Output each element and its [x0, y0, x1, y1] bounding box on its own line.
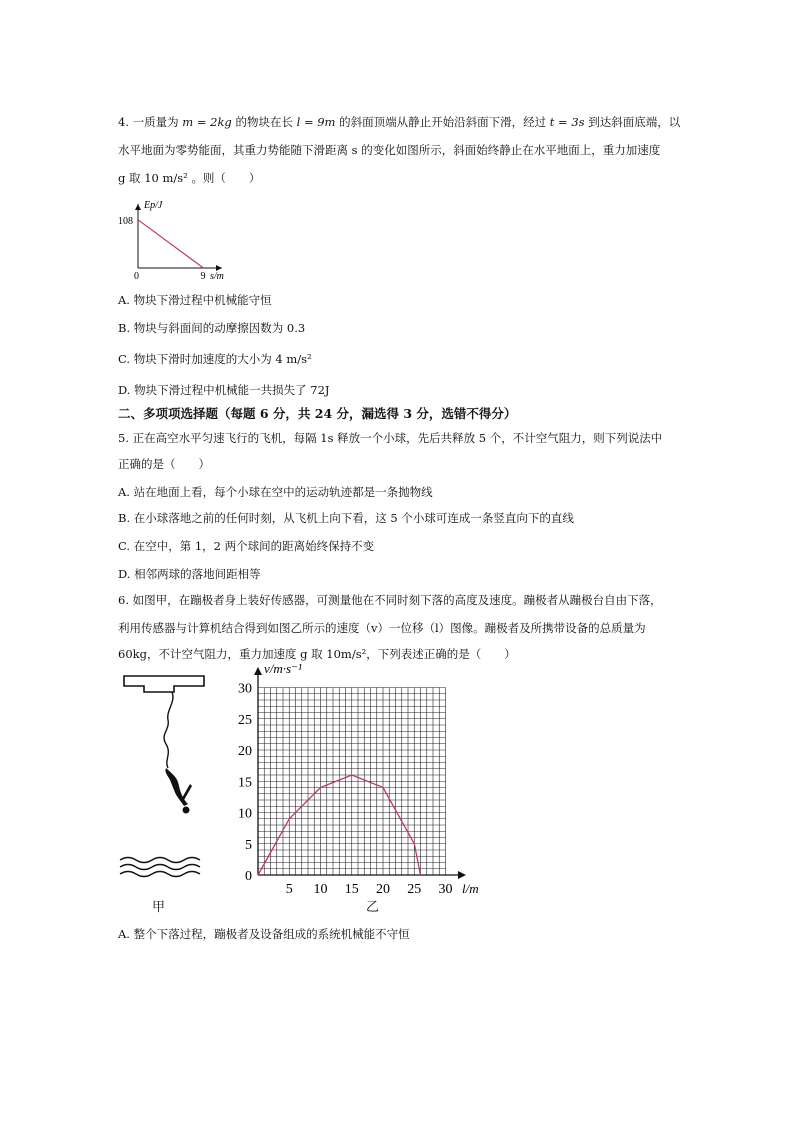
y-tick-label: 20: [238, 744, 252, 759]
q4-line3-pre: g 取: [118, 171, 141, 185]
water-waves: [120, 858, 200, 877]
x-axis-arrow: [458, 871, 466, 879]
energy-line: [138, 220, 203, 268]
q4-line1-post: 到达斜面底端，以: [588, 115, 681, 129]
q6-line-2: 利用传感器与计算机结合得到如图乙所示的速度（v）一位移（l）图像。蹦极者及所携带设备的总质量为: [118, 621, 646, 635]
x-tick-label: 25: [407, 882, 422, 897]
q5-option-d: D. 相邻两球的落地间距相等: [118, 567, 261, 581]
y-axis-label: Ep/J: [144, 200, 163, 211]
y-tick-label: 15: [238, 775, 252, 791]
section-2-heading: 二、多项项选择题（每题 6 分，共 24 分，漏选得 3 分，选错不得分）: [118, 406, 517, 421]
caption-jia: 甲: [152, 900, 166, 915]
q4-line1-mid2: 的斜面顶端从静止开始沿斜面下滑，经过: [339, 115, 547, 129]
q4-gravity: 10 m/s²: [144, 171, 188, 185]
x-tick-label: 10: [313, 882, 328, 897]
y-tick-label: 108: [118, 215, 133, 227]
y-tick-label: 10: [238, 806, 252, 822]
q4-line-2: 水平地面为零势能面，其重力势能随下滑距离 s 的变化如图所示，斜面始终静止在水平地面上，重力加速度: [118, 143, 661, 157]
q5-option-a: A. 站在地面上看，每个小球在空中的运动轨迹都是一条抛物线: [118, 485, 433, 499]
jumper-arm: [182, 784, 192, 800]
q4-option-c: C. 物块下滑时加速度的大小为 4 m/s²: [118, 352, 312, 366]
q4-line3-post: 。则（ ）: [191, 171, 261, 185]
x-tick-label: 20: [376, 882, 390, 897]
y-axis-arrow: [135, 204, 141, 210]
bungee-cord: [164, 692, 173, 768]
origin-label: 0: [134, 271, 139, 282]
y-tick-label: 5: [245, 837, 252, 853]
x-tick-label: 30: [438, 882, 453, 897]
q4-line1-mid: 的物块在长: [235, 115, 293, 129]
q4-line-1: [118, 114, 680, 130]
q4-option-a: A. 物块下滑过程中机械能守恒: [118, 293, 272, 307]
x-tick-label: 15: [344, 882, 359, 897]
x-tick-label: 5: [285, 882, 293, 897]
jump-platform: [124, 676, 204, 692]
bungee-jumper-figure: [118, 672, 218, 892]
x-axis-label: s/m: [210, 271, 224, 282]
caption-yi: 乙: [366, 900, 380, 915]
jumper-body: [165, 768, 188, 806]
q4-option-d: D. 物块下滑过程中机械能一共损失了 72J: [118, 383, 330, 397]
q4-length: l = 9m: [296, 115, 336, 129]
q4-line-3: [118, 170, 260, 186]
q6-line-1: 6. 如图甲，在蹦极者身上装好传感器，可测量他在不同时刻下落的高度及速度。蹦极者从蹦极台自由下落，: [118, 593, 662, 607]
q6-line-3: 60kg，不计空气阻力，重力加速度 g 取 10m/s²，下列表述正确的是（ ）: [118, 647, 516, 661]
q6-option-a: A. 整个下落过程，蹦极者及设备组成的系统机械能不守恒: [118, 927, 410, 941]
q4-mass: m = 2kg: [182, 115, 232, 129]
q5-line-2: 正确的是（ ）: [118, 457, 210, 471]
q5-option-c: C. 在空中，第 1，2 两个球间的距离始终保持不变: [118, 539, 375, 553]
y-axis-arrow: [254, 667, 262, 675]
x-axis-label: l/m: [462, 881, 479, 896]
y-tick-label: 30: [238, 681, 252, 697]
y-axis-label: v/m·s⁻¹: [264, 664, 302, 676]
velocity-displacement-chart: [228, 664, 488, 902]
q5-option-b: B. 在小球落地之前的任何时刻，从飞机上向下看，这 5 个小球可连成一条竖直向下的直线: [118, 511, 574, 525]
x-tick-label: 9: [200, 271, 206, 282]
energy-chart: [118, 200, 228, 282]
q4-option-b: B. 物块与斜面间的动摩擦因数为 0.3: [118, 321, 306, 335]
jumper-head: [183, 807, 190, 814]
y-tick-label: 0: [245, 869, 252, 884]
y-tick-label: 25: [238, 712, 252, 728]
q4-time: t = 3s: [549, 115, 585, 129]
q4-line1-pre: 4. 一质量为: [118, 115, 179, 129]
q5-line-1: 5. 正在高空水平匀速飞行的飞机，每隔 1s 释放一个小球，先后共释放 5 个，不计空气阻力，则下列说法中: [118, 431, 663, 445]
